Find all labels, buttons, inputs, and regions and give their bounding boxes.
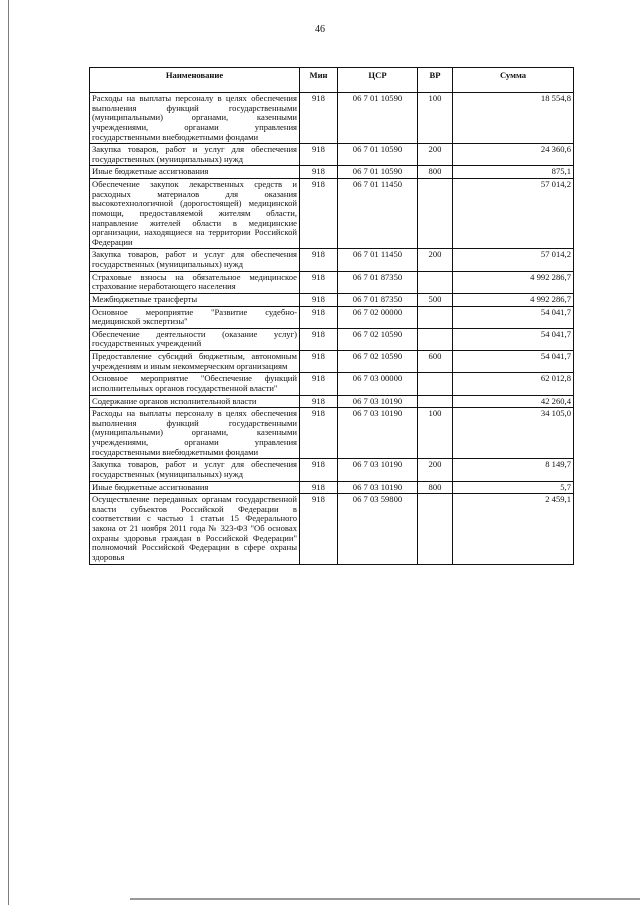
cell-csr: 06 7 03 10190 (338, 459, 418, 481)
cell-sum: 54 041,7 (453, 328, 574, 350)
cell-csr: 06 7 01 10590 (338, 166, 418, 179)
cell-vr: 800 (418, 166, 453, 179)
scan-edge-line (8, 0, 9, 905)
cell-min: 918 (300, 179, 338, 249)
table-row (90, 166, 574, 179)
cell-vr (418, 373, 453, 395)
cell-sum: 8 149,7 (453, 459, 574, 481)
cell-vr (418, 395, 453, 408)
table-row (90, 373, 574, 395)
cell-sum: 875,1 (453, 166, 574, 179)
cell-vr: 100 (418, 93, 453, 144)
cell-sum: 2 459,1 (453, 494, 574, 564)
cell-csr: 06 7 03 10190 (338, 408, 418, 459)
cell-name: Обеспечение закупок лекарственных средств и расходных материалов для оказания высокотехнологичной (дорогостоящей) медицинской помощи, предоставляемой жителям области, направление жителей области в медицинские организации, находящиеся на территории Российской Федерации (90, 179, 300, 249)
cell-vr (418, 494, 453, 564)
cell-sum: 5,7 (453, 481, 574, 494)
cell-name: Закупка товаров, работ и услуг для обеспечения государственных (муниципальных) нужд (90, 459, 300, 481)
cell-vr: 100 (418, 408, 453, 459)
table-body (90, 93, 574, 565)
cell-name: Основное мероприятие "Развитие судебно-медицинской экспертизы" (90, 306, 300, 328)
cell-min: 918 (300, 494, 338, 564)
cell-vr: 800 (418, 481, 453, 494)
cell-sum: 42 260,4 (453, 395, 574, 408)
table-row (90, 271, 574, 293)
cell-min: 918 (300, 166, 338, 179)
cell-sum: 24 360,6 (453, 144, 574, 166)
cell-name: Закупка товаров, работ и услуг для обеспечения государственных (муниципальных) нужд (90, 249, 300, 271)
cell-sum: 57 014,2 (453, 179, 574, 249)
cell-min: 918 (300, 293, 338, 306)
cell-csr: 06 7 01 87350 (338, 271, 418, 293)
cell-csr: 06 7 03 59800 (338, 494, 418, 564)
table-row (90, 494, 574, 564)
table-row (90, 293, 574, 306)
header-name: Наименование (90, 68, 300, 93)
cell-sum: 54 041,7 (453, 351, 574, 373)
cell-min: 918 (300, 249, 338, 271)
table-header-row (90, 68, 574, 93)
cell-name: Закупка товаров, работ и услуг для обеспечения государственных (муниципальных) нужд (90, 144, 300, 166)
table-row (90, 249, 574, 271)
cell-name: Предоставление субсидий бюджетным, автономным учреждениям и иным некоммерческим организациям (90, 351, 300, 373)
cell-sum: 34 105,0 (453, 408, 574, 459)
cell-name: Обеспечение деятельности (оказание услуг) государственных учреждений (90, 328, 300, 350)
cell-csr: 06 7 01 11450 (338, 249, 418, 271)
cell-csr: 06 7 02 10590 (338, 328, 418, 350)
cell-name: Основное мероприятие "Обеспечение функций исполнительных органов государственной власти" (90, 373, 300, 395)
cell-vr (418, 306, 453, 328)
cell-sum: 4 992 286,7 (453, 271, 574, 293)
table-row (90, 306, 574, 328)
cell-min: 918 (300, 271, 338, 293)
table-row (90, 93, 574, 144)
cell-vr (418, 271, 453, 293)
table-row (90, 395, 574, 408)
cell-vr: 600 (418, 351, 453, 373)
cell-sum: 4 992 286,7 (453, 293, 574, 306)
header-csr: ЦСР (338, 68, 418, 93)
cell-csr: 06 7 01 10590 (338, 93, 418, 144)
cell-name: Межбюджетные трансферты (90, 293, 300, 306)
cell-name: Содержание органов исполнительной власти (90, 395, 300, 408)
cell-vr (418, 179, 453, 249)
cell-csr: 06 7 03 00000 (338, 373, 418, 395)
cell-csr: 06 7 03 10190 (338, 395, 418, 408)
table-row (90, 408, 574, 459)
cell-min: 918 (300, 351, 338, 373)
cell-sum: 57 014,2 (453, 249, 574, 271)
cell-name: Иные бюджетные ассигнования (90, 481, 300, 494)
cell-min: 918 (300, 408, 338, 459)
header-sum: Сумма (453, 68, 574, 93)
scan-bottom-edge (130, 898, 640, 900)
cell-min: 918 (300, 306, 338, 328)
cell-sum: 18 554,8 (453, 93, 574, 144)
cell-name: Иные бюджетные ассигнования (90, 166, 300, 179)
cell-csr: 06 7 01 87350 (338, 293, 418, 306)
header-vr: ВР (418, 68, 453, 93)
cell-name: Расходы на выплаты персоналу в целях обеспечения выполнения функций государственными (муниципальными) органами, казенными учреждениями, органами управления государственными внебюджетными фондами (90, 408, 300, 459)
cell-min: 918 (300, 93, 338, 144)
cell-sum: 54 041,7 (453, 306, 574, 328)
cell-name: Страховые взносы на обязательное медицинское страхование неработающего населения (90, 271, 300, 293)
cell-min: 918 (300, 395, 338, 408)
cell-vr: 200 (418, 144, 453, 166)
cell-csr: 06 7 02 10590 (338, 351, 418, 373)
page-number: 46 (315, 24, 325, 35)
header-min: Мин (300, 68, 338, 93)
cell-vr: 500 (418, 293, 453, 306)
table-row (90, 144, 574, 166)
table-row (90, 328, 574, 350)
cell-sum: 62 012,8 (453, 373, 574, 395)
cell-csr: 06 7 02 00000 (338, 306, 418, 328)
cell-csr: 06 7 03 10190 (338, 481, 418, 494)
cell-name: Расходы на выплаты персоналу в целях обеспечения выполнения функций государственными (муниципальными) органами, казенными учреждениями, органами управления государственными внебюджетными фондами (90, 93, 300, 144)
budget-table (89, 67, 574, 565)
cell-vr: 200 (418, 459, 453, 481)
table-row (90, 179, 574, 249)
cell-min: 918 (300, 481, 338, 494)
table-row (90, 459, 574, 481)
cell-min: 918 (300, 373, 338, 395)
cell-name: Осуществление переданных органам государственной власти субъектов Российской Федерации в соответствии с частью 1 статьи 15 Федерального закона от 21 ноября 2011 года № 323-ФЗ "Об основах охраны здоровья граждан в Российской Федерации" полномочий Российской Федерации в сфере охраны здоровья (90, 494, 300, 564)
table-row (90, 351, 574, 373)
cell-csr: 06 7 01 10590 (338, 144, 418, 166)
cell-vr: 200 (418, 249, 453, 271)
cell-csr: 06 7 01 11450 (338, 179, 418, 249)
cell-min: 918 (300, 459, 338, 481)
cell-min: 918 (300, 144, 338, 166)
cell-vr (418, 328, 453, 350)
cell-min: 918 (300, 328, 338, 350)
table-row (90, 481, 574, 494)
